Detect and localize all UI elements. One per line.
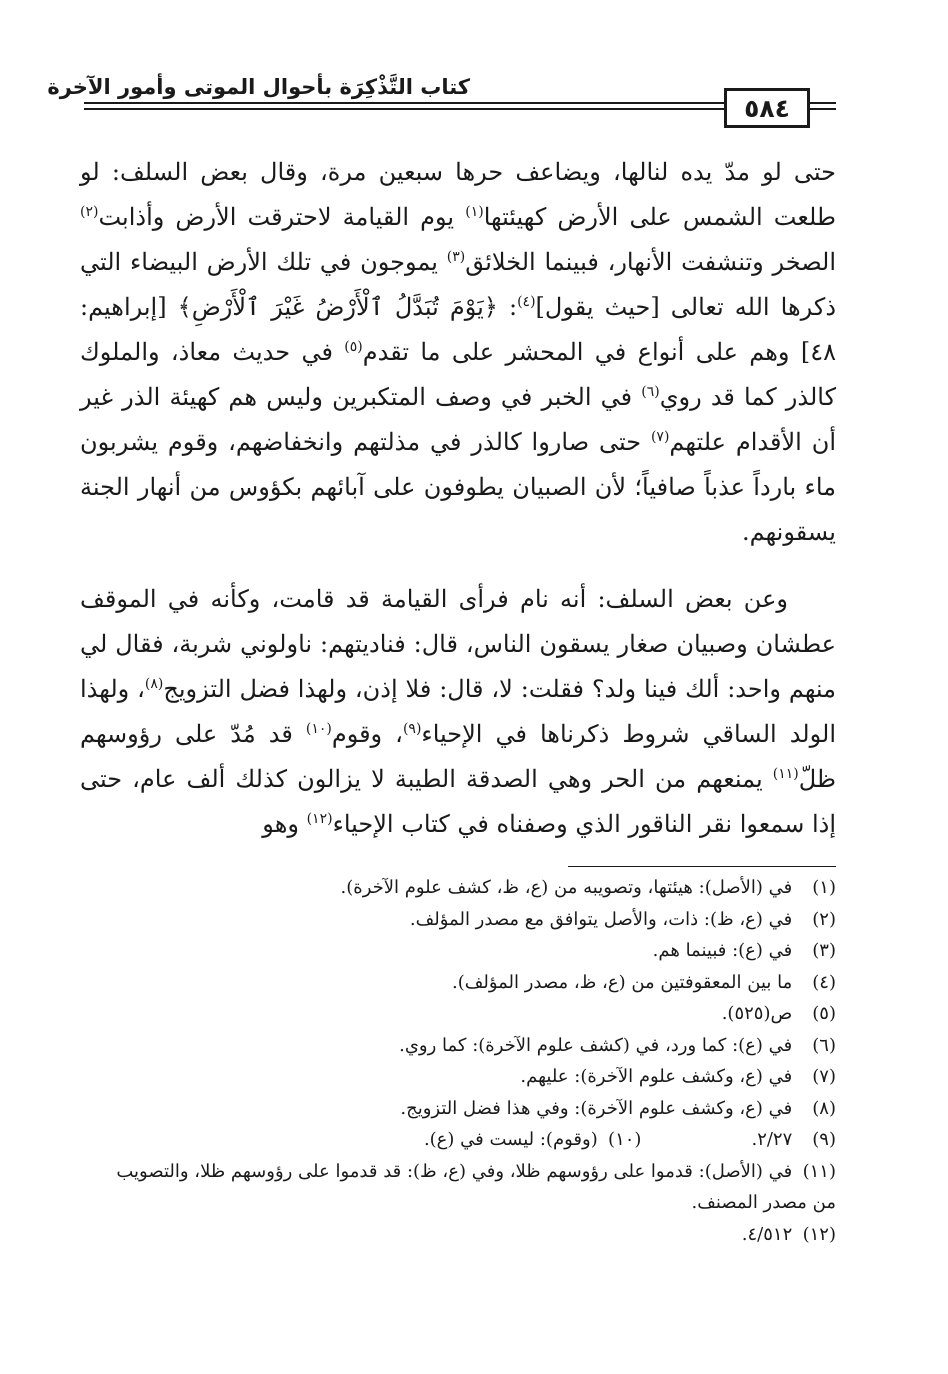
body-paragraph-2 — [80, 577, 836, 847]
footnote-ref-6: (٦) — [641, 384, 660, 400]
text-run: قد مُدّ على رؤوسهم ظلّ — [80, 720, 836, 793]
footnote-separator — [568, 866, 836, 867]
footnote-ref-10: (١٠) — [305, 721, 332, 737]
text-run: وعن بعض السلف: أنه نام فرأى القيامة قد قامت، وكأنه في الموقف عطشان وصبيان صغار يسقون الناس، قال: فناديتهم: ناولوني شربة، فقال لي منهم واحد: ألك فينا ولد؟ فقلت: لا، قال: فلا إذن، ولهذا فضل التزويج — [80, 585, 837, 703]
paragraph-text — [80, 150, 836, 555]
text-run: يموجون في تلك الأرض البيضاء التي ذكرها الله تعالى [حيث يقول] — [80, 248, 837, 321]
footnote-text: ٤/٥١٢. — [741, 1223, 793, 1245]
footnote-number: (١١) — [802, 1160, 836, 1182]
footnote-number: (١) — [812, 877, 836, 898]
text-run: ، ولهذا الولد الساقي شروط ذكرناها في الإحياء — [80, 675, 836, 748]
footnote-9 — [751, 1124, 836, 1156]
footnote-ref-9: (٩) — [402, 721, 422, 737]
footnotes — [90, 872, 836, 1250]
body-paragraph-1 — [80, 150, 836, 555]
footnote-ref-5: (٥) — [344, 339, 363, 355]
footnote-number: (٣) — [812, 940, 836, 961]
footnote-8 — [90, 1093, 836, 1125]
footnote-ref-12: (١٢) — [306, 811, 333, 827]
text-run: يمنعهم من الحر وهي الصدقة الطيبة لا يزالون كذلك ألف عام، حتى إذا سمعوا نقر الناقور الذي وصفناه في كتاب الإحياء — [80, 765, 836, 838]
footnote-ref-8: (٨) — [144, 676, 164, 692]
running-title: كتاب التَّذْكِرَة بأحوال الموتى وأمور الآخرة — [47, 75, 470, 99]
footnote-text: ص(٥٢٥). — [721, 1003, 793, 1024]
footnote-number: (٧) — [812, 1066, 836, 1087]
header-rule-top — [84, 102, 810, 104]
footnote-text: ما بين المعقوفتين من (ع، ظ، مصدر المؤلف). — [451, 971, 793, 993]
footnote-text: في (ع): كما ورد، في (كشف علوم الآخرة): كما روي. — [399, 1034, 793, 1056]
text-run: ، وقوم — [331, 720, 403, 748]
text-run: : ﴿يَوْمَ تُبَدَّلُ ٱلْأَرْضُ غَيْرَ ٱلْأَرْضِ﴾ [إبراهيم: ٤٨] وهم على أنواع في المحشر على ما تقدم — [80, 293, 837, 366]
footnote-5 — [90, 998, 836, 1030]
text-run: حتى لو مدّ يده لنالها، ويضاعف حرها سبعين مرة، وقال بعض السلف: لو طلعت الشمس على الأرض كهيئتها — [80, 158, 836, 231]
footnote-11 — [90, 1156, 836, 1219]
footnote-3 — [90, 935, 836, 967]
footnote-ref-3: (٣) — [446, 249, 466, 265]
footnote-number: (٢) — [812, 908, 836, 930]
footnote-2 — [90, 904, 836, 936]
footnote-number: (٦) — [812, 1034, 836, 1056]
footnote-row-9-10 — [90, 1124, 836, 1156]
footnote-ref-7: (٧) — [650, 429, 670, 445]
footnote-text: في (ع، وكشف علوم الآخرة): وفي هذا فضل التزويج. — [400, 1097, 793, 1119]
text-run: في حديث معاذ، والملوك كالذر كما قد روي — [80, 338, 836, 411]
footnote-number: (٥) — [812, 1003, 836, 1024]
text-run: وهو — [262, 810, 307, 838]
footnote-text: في (ع، ظ): ذات، والأصل يتوافق مع مصدر المؤلف. — [409, 908, 793, 930]
footnote-text: في (ع، وكشف علوم الآخرة): عليهم. — [520, 1066, 793, 1087]
footnote-4 — [90, 967, 836, 999]
footnote-1 — [90, 872, 836, 904]
footnote-number: (٤) — [812, 971, 836, 993]
text-run: الصخر وتنشفت الأنهار، فبينما الخلائق — [465, 248, 836, 276]
footnote-ref-2: (٢) — [80, 204, 99, 220]
text-run: يوم القيامة لاحترقت الأرض وأذابت — [98, 203, 466, 231]
footnote-text: (وقوم): ليست في (ع). — [423, 1129, 598, 1150]
text-run: حتى صاروا كالذر في مذلتهم وانخفاضهم، وقوم يشربون ماء بارداً عذباً صافياً؛ لأن الصبيان يطوفون على آبائهم بكؤوس من أنهار الجنة يسقونهم. — [80, 428, 836, 546]
header-rule-end-bottom — [810, 108, 836, 110]
text-run: في الخبر في وصف المتكبرين وليس هم كهيئة الذر غير أن الأقدام علتهم — [80, 383, 837, 456]
footnote-number: (٩) — [812, 1129, 836, 1150]
page-number: ٥٨٤ — [724, 88, 810, 128]
footnote-number: (١٠) — [608, 1129, 642, 1150]
footnote-10 — [424, 1124, 642, 1156]
footnote-ref-11: (١١) — [772, 766, 799, 782]
paragraph-text — [80, 577, 836, 847]
footnote-number: (١٢) — [802, 1223, 836, 1245]
footnote-number: (٨) — [812, 1097, 836, 1119]
footnote-12 — [90, 1219, 836, 1251]
footnote-text: في (الأصل): هيئتها، وتصويبه من (ع، ظ، كشف علوم الآخرة). — [340, 877, 793, 898]
footnote-ref-1: (١) — [465, 204, 484, 220]
footnote-text: ٢/٢٧. — [751, 1129, 793, 1150]
footnote-text: في (ع): فبينما هم. — [652, 940, 793, 961]
header-rule-bottom — [84, 108, 724, 110]
footnote-7 — [90, 1061, 836, 1093]
header-rule-end-top — [810, 102, 836, 104]
footnote-6 — [90, 1030, 836, 1062]
footnote-ref-4: (٤) — [517, 294, 536, 310]
footnote-text: في (الأصل): قدموا على رؤوسهم ظلا، وفي (ع، ظ): قد قدموا على رؤوسهم ظلا، والتصويب من مصدر المصنف. — [116, 1160, 836, 1213]
